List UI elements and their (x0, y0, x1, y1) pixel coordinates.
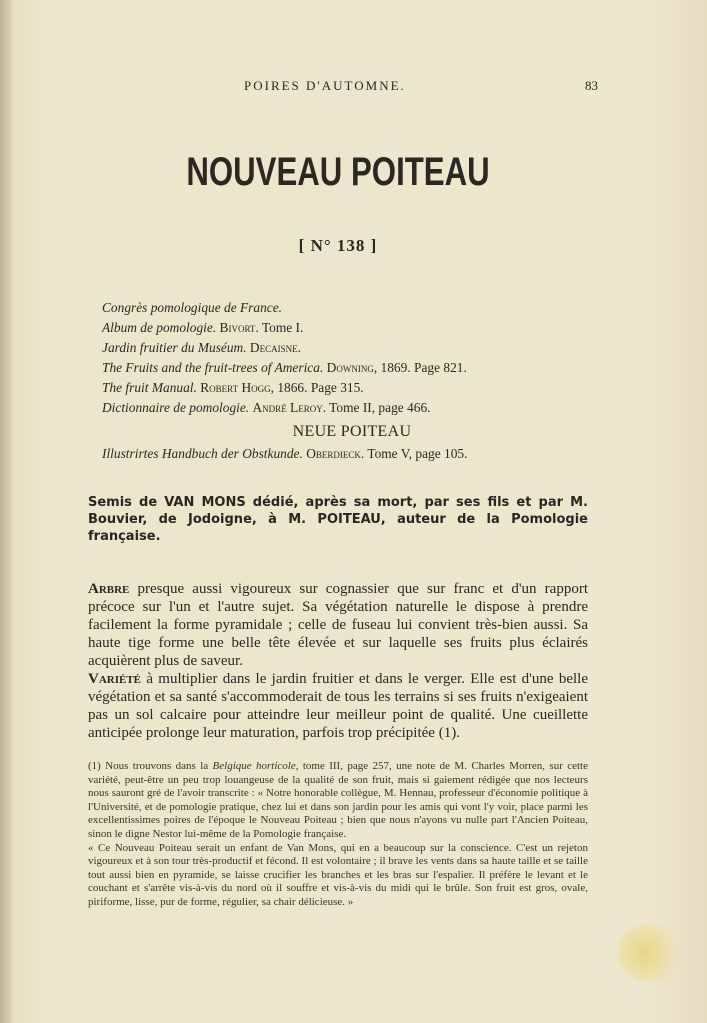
reference-item (102, 358, 602, 378)
reference-item (102, 378, 602, 398)
reference-detail: . Tome I. (255, 320, 304, 335)
reference-author: André Leroy (252, 400, 323, 415)
reference-item (102, 444, 602, 464)
reference-author: Decaisne (249, 340, 298, 355)
reference-author: Robert Hogg (200, 380, 271, 395)
paragraph-lead: Variété (88, 671, 142, 687)
variety-paragraph (88, 670, 588, 742)
reference-work: Illustrirtes Handbuch der Obstkunde. (102, 446, 303, 461)
reference-item (102, 398, 602, 418)
reference-detail: , 1866. Page 315. (270, 380, 364, 395)
reference-detail: . Tome V, page 105. (360, 446, 468, 461)
page-number: 83 (585, 78, 598, 93)
reference-detail: . (297, 340, 301, 355)
footnote-1 (88, 760, 588, 842)
reference-work: Jardin fruitier du Muséum. (102, 340, 247, 355)
references-list (102, 298, 602, 464)
footnote-text: , tome III, page 257, une note de M. Charles Morren, sur cette variété, peut-être un peu trop louangeuse de la qualité de son fruit, mais si gaiement rédigée que nos lecteurs nous sauront gré de l'avoir transcrite : « Notre honorable collègue, M. Hennau, professeur d'économie politique à l'Université, et de pomologie pratique, chez lui et dans son jardin pour les amis qui vont l'y voir, place parmi les excellentissimes poires de l'époque le Nouveau Poiteau ; bien que nous n'ayons vu nulle part l'Ancien Poiteau, sinon le digne Nestor lui-même de la Pomologie française. (88, 760, 588, 840)
running-header (88, 78, 608, 98)
footnotes (88, 760, 588, 910)
reference-work: The Fruits and the fruit-trees of America. (102, 360, 324, 375)
reference-detail: , 1869. Page 821. (373, 360, 467, 375)
reference-work: Album de pomologie. (102, 320, 217, 335)
reference-item (102, 298, 602, 318)
reference-item (102, 318, 602, 338)
reference-work: Dictionnaire de pomologie. (102, 400, 250, 415)
book-gutter (0, 0, 12, 1023)
footnote-italic: Belgique horticole (212, 760, 296, 772)
reference-work: Congrès pomologique de France. (102, 300, 283, 315)
reference-work: The fruit Manual. (102, 380, 197, 395)
paragraph-text: à multiplier dans le jardin fruitier et dans le verger. Elle est d'une belle végétation et sa santé s'accommoderait de tous les terrains si ses fruits n'exigeaient pas un sol calcaire pour atteindre leur meilleur point de qualité. Une cueillette anticipée prolonge leur maturation, parfois trop précipitée (1). (88, 671, 588, 741)
paragraph-text: presque aussi vigoureux sur cognassier que sur franc et d'un rapport précoce sur l'un et l'autre sujet. Sa végétation naturelle le dispose à prendre facilement la forme pyramidale ; celle de fuseau lui convient très-bien aussi. Sa haute tige forme une belle tête élevée et sur laquelle ses fruits plus éclairés acquièrent plus de saveur. (88, 581, 588, 669)
reference-author: Bivort (219, 320, 256, 335)
variety-number: [ N° 138 ] (298, 236, 378, 255)
description-body (88, 580, 588, 742)
reference-detail: . Tome II, page 466. (322, 400, 431, 415)
paper-stain (617, 923, 687, 983)
footnote-text: (1) Nous trouvons dans la (88, 760, 213, 772)
origin-statement: Semis de VAN MONS dédié, après sa mort, par ses fils et par M. Bouvier, de Jodoigne, à M. POITEAU, auteur de la Pomologie française. (88, 495, 588, 544)
reference-item (102, 338, 602, 358)
paragraph-lead: Arbre (88, 581, 130, 597)
synonym-heading: NEUE POITEAU (292, 423, 412, 440)
page-title: NOUVEAU POITEAU (186, 150, 490, 194)
reference-author: Downing (326, 360, 374, 375)
footnote-quote: « Ce Nouveau Poiteau serait un enfant de Van Mons, qui en a beaucoup sur la conscience. C'est un rejeton vigoureux et à son tour très-productif et fécond. Il est volontaire ; il brave les vents dans sa haute taille et se taille tout aussi bien en pyramide, se laisse crucifier les branches et les bras sur l'espalier. Il préfère le levant et le couchant et s'arrête vis-à-vis du nord où il souffre et vis-à-vis du midi qui le brûle. Son fruit est gros, ovale, piriforme, lisse, pur de forme, régulier, sa chair délicieuse. » (88, 841, 588, 908)
reference-author: Oberdieck (306, 446, 361, 461)
tree-paragraph (88, 580, 588, 670)
running-title: POIRES D'AUTOMNE. (244, 78, 406, 93)
